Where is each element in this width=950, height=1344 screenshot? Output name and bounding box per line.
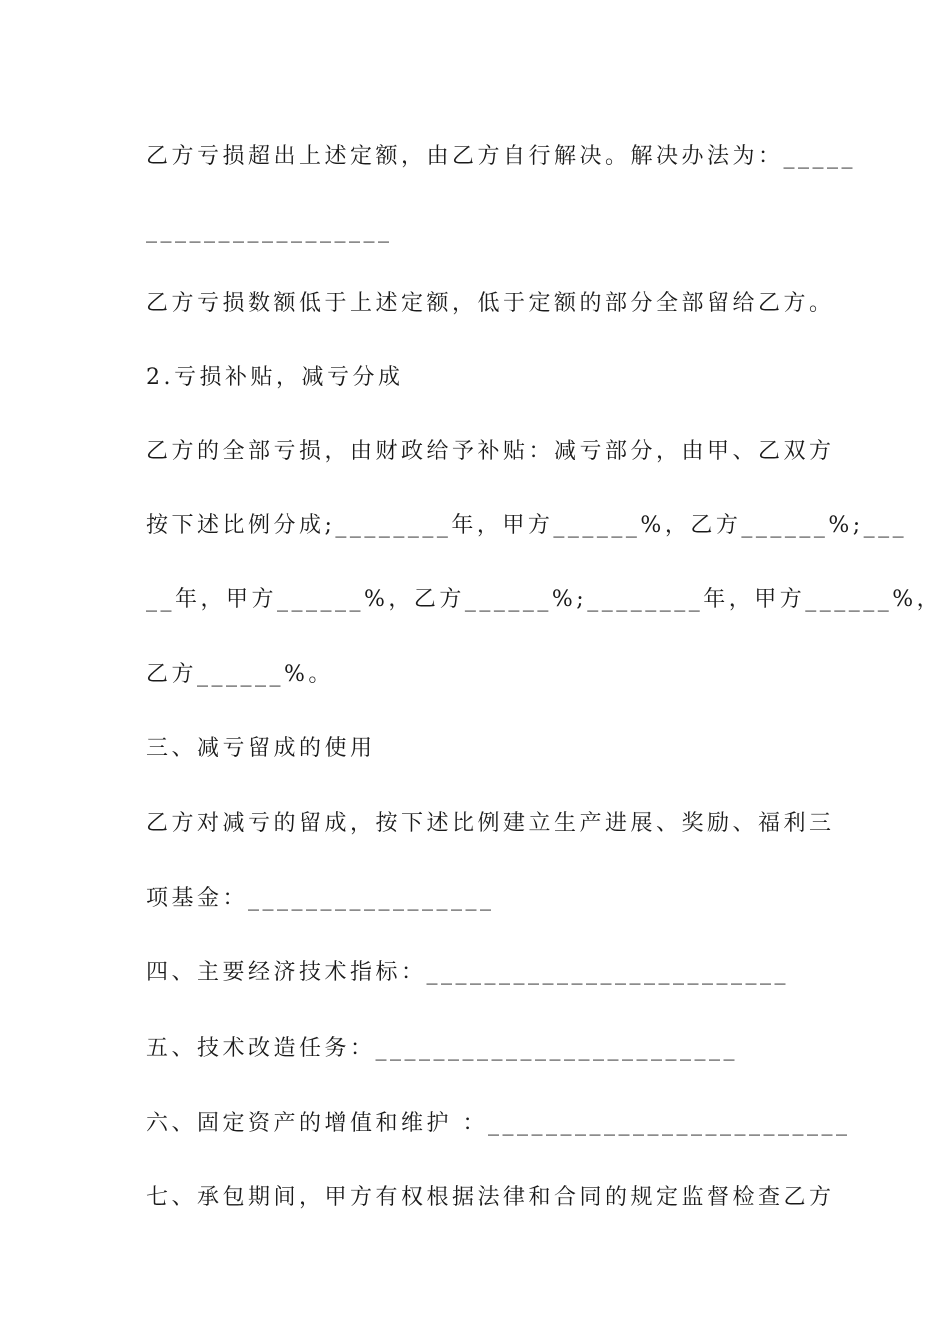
section-heading-economic-indicators: 四、主要经济技术指标：_________________________ — [146, 960, 790, 985]
paragraph-subsidy-line-1: 乙方的全部亏损，由财政给予补贴：减亏部分，由甲、乙双方 — [146, 439, 835, 464]
paragraph-loss-below-quota: 乙方亏损数额低于上述定额，低于定额的部分全部留给乙方。 — [146, 291, 835, 316]
section-heading-supervision: 七、承包期间，甲方有权根据法律和合同的规定监督检查乙方 — [146, 1185, 835, 1210]
paragraph-loss-exceeds-quota: 乙方亏损超出上述定额，由乙方自行解决。解决办法为：_____ — [146, 144, 857, 169]
paragraph-blank-continuation: _________________ — [146, 218, 393, 243]
section-heading-loss-subsidy: 2.亏损补贴，减亏分成 — [146, 365, 404, 390]
paragraph-retention-line-1: 乙方对减亏的留成，按下述比例建立生产进展、奖励、福利三 — [146, 811, 835, 836]
section-heading-fixed-assets: 六、固定资产的增值和维护 ：_________________________ — [146, 1111, 851, 1136]
paragraph-subsidy-line-4: 乙方______%。 — [146, 662, 334, 687]
section-heading-tech-renovation: 五、技术改造任务：_________________________ — [146, 1036, 739, 1061]
paragraph-subsidy-line-3: __年，甲方______%，乙方______%;________年，甲方______%， — [146, 587, 943, 612]
section-heading-retention-use: 三、减亏留成的使用 — [146, 736, 376, 761]
paragraph-subsidy-line-2: 按下述比例分成;________年，甲方______%，乙方______%;___ — [146, 513, 908, 538]
paragraph-retention-line-2: 项基金：_________________ — [146, 886, 495, 911]
